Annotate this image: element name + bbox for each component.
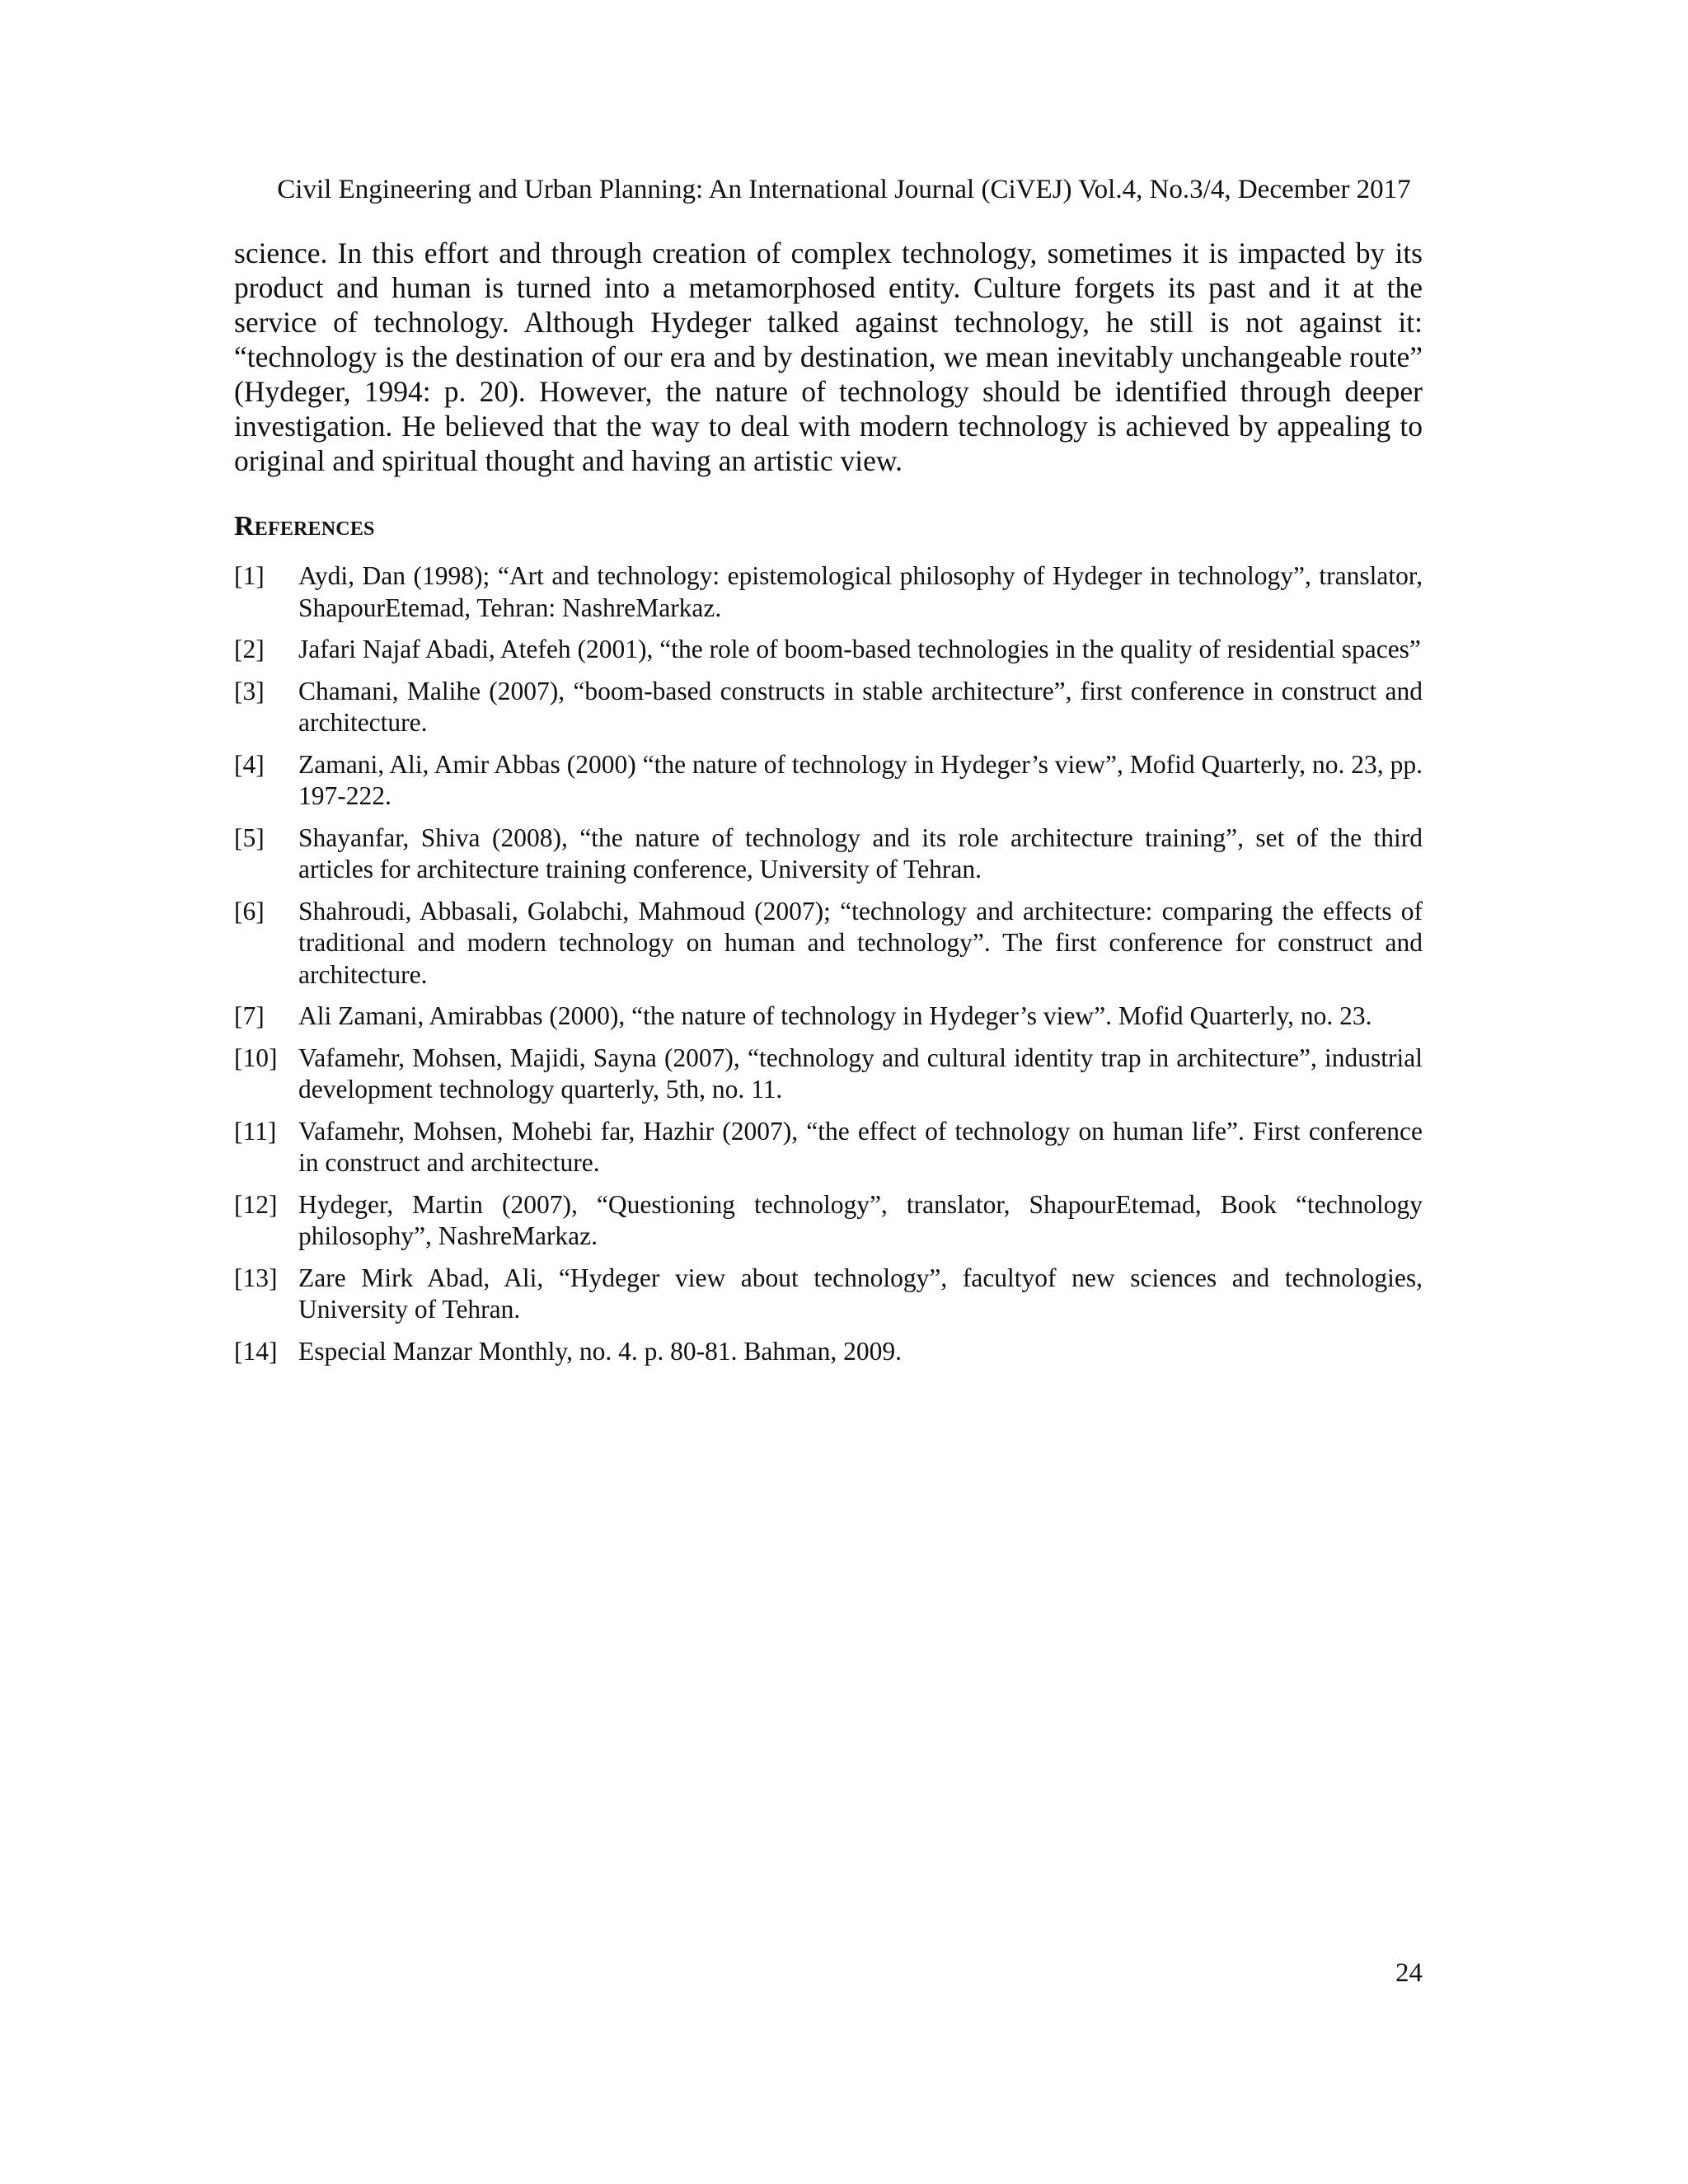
reference-number: [12] <box>234 1189 278 1219</box>
reference-text: Chamani, Malihe (2007), “boom-based constructs in stable architecture”, first conference in construct and architecture. <box>298 676 1423 737</box>
reference-text: Vafamehr, Mohsen, Mohebi far, Hazhir (2007), “the effect of technology on human life”. First conference in construct and architecture. <box>298 1116 1423 1177</box>
reference-text: Shahroudi, Abbasali, Golabchi, Mahmoud (2007); “technology and architecture: comparing the effects of traditional and modern technology on human and technology”. The first conference for construct and architecture. <box>298 896 1423 989</box>
reference-text: Hydeger, Martin (2007), “Questioning technology”, translator, ShapourEtemad, Book “technology philosophy”, NashreMarkaz. <box>298 1189 1423 1250</box>
reference-number: [6] <box>234 896 265 926</box>
reference-number: [13] <box>234 1263 278 1292</box>
reference-number: [1] <box>234 561 265 590</box>
reference-item <box>234 1001 1423 1033</box>
references-heading: References <box>234 511 375 541</box>
reference-text: Vafamehr, Mohsen, Majidi, Sayna (2007), “technology and cultural identity trap in architecture”, industrial development technology quarterly, 5th, no. 11. <box>298 1043 1423 1104</box>
reference-item <box>234 676 1423 739</box>
reference-number: [5] <box>234 823 265 852</box>
reference-text: Ali Zamani, Amirabbas (2000), “the nature of technology in Hydeger’s view”. Mofid Quarterly, no. 23. <box>298 1001 1372 1030</box>
reference-item <box>234 1263 1423 1326</box>
reference-item <box>234 1116 1423 1179</box>
reference-number: [14] <box>234 1336 278 1366</box>
reference-number: [2] <box>234 635 265 663</box>
reference-text: Aydi, Dan (1998); “Art and technology: epistemological philosophy of Hydeger in technology”, translator, ShapourEtemad, Tehran: NashreMarkaz. <box>298 561 1423 622</box>
reference-text: Shayanfar, Shiva (2008), “the nature of technology and its role architecture training”, set of the third articles for architecture training conference, University of Tehran. <box>298 823 1423 883</box>
page-number: 24 <box>1395 1958 1423 1988</box>
running-header: Civil Engineering and Urban Planning: An International Journal (CiVEJ) Vol.4, No.3/4, December 2017 <box>277 175 1411 204</box>
reference-text: Especial Manzar Monthly, no. 4. p. 80-81. Bahman, 2009. <box>298 1336 902 1366</box>
reference-number: [10] <box>234 1043 278 1072</box>
reference-item <box>234 634 1423 666</box>
reference-item <box>234 1043 1423 1106</box>
reference-item <box>234 560 1423 624</box>
reference-item <box>234 1189 1423 1253</box>
reference-text: Zamani, Ali, Amir Abbas (2000) “the nature of technology in Hydeger’s view”, Mofid Quarterly, no. 23, pp. 197-222. <box>298 749 1423 810</box>
reference-item <box>234 896 1423 991</box>
reference-item <box>234 749 1423 813</box>
body-paragraph: science. In this effort and through creation of complex technology, sometimes it is impacted by its product and human is turned into a metamorphosed entity. Culture forgets its past and it at the service of technology. Although Hydeger talked against technology, he still is not against it: “technology is the destination of our era and by destination, we mean inevitably unchangeable route” (Hydeger, 1994: p. 20). However, the nature of technology should be identified through deeper investigation. He believed that the way to deal with modern technology is achieved by appealing to original and spiritual thought and having an artistic view. <box>234 237 1423 477</box>
reference-number: [11] <box>234 1116 277 1146</box>
reference-item <box>234 1336 1423 1368</box>
reference-number: [7] <box>234 1001 265 1030</box>
reference-item <box>234 823 1423 886</box>
reference-list <box>234 560 1423 1377</box>
reference-number: [3] <box>234 676 265 705</box>
reference-text: Zare Mirk Abad, Ali, “Hydeger view about technology”, facultyof new sciences and technologies, University of Tehran. <box>298 1263 1423 1324</box>
reference-text: Jafari Najaf Abadi, Atefeh (2001), “the role of boom-based technologies in the quality of residential spaces” <box>298 635 1421 663</box>
reference-number: [4] <box>234 749 265 779</box>
